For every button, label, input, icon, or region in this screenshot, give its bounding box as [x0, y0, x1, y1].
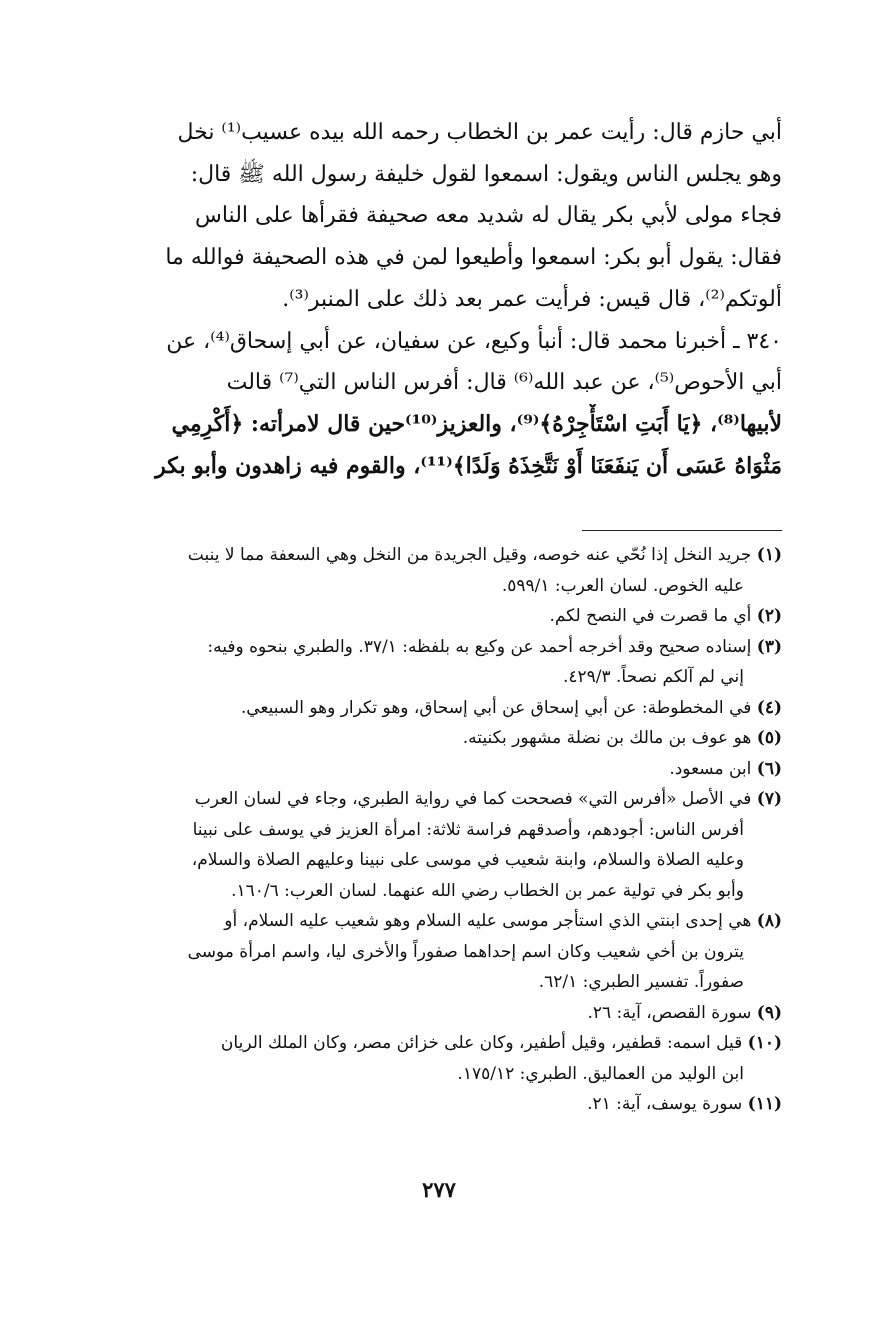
footnote — [82, 723, 782, 754]
footnote-text: في الأصل «أفرس التي» فصححت كما في رواية الطبري، وجاء في لسان العرب — [194, 789, 752, 809]
footnote-number: (٧) — [756, 789, 782, 809]
footnote — [82, 1028, 782, 1089]
footnote — [82, 754, 782, 785]
footnote-text: سورة يوسف، آية: ٢١. — [587, 1094, 743, 1114]
footnote-number: (٣) — [756, 636, 782, 657]
footnote-text: وأبو بكر في تولية عمر بن الخطاب رضي الله عنهما. لسان العرب: ١٦٠/٦. — [231, 880, 744, 901]
footnote-text: عليه الخوص. لسان العرب: ٥٩٩/١. — [501, 575, 744, 596]
footnote-number: (١١) — [747, 1094, 782, 1114]
footnote-text: ابن مسعود. — [669, 758, 752, 779]
footnote-text: أي ما قصرت في النصح لكم. — [549, 606, 752, 626]
footnote-text: هي إحدى ابنتي الذي استأجر موسى عليه السلام وهو شعيب عليه السلام، أو — [224, 911, 752, 931]
main-text — [82, 112, 782, 487]
page-body — [82, 112, 782, 1114]
footnote-text: وعليه الصلاة والسلام، وابنة شعيب في موسى على نبينا وعليهم الصلاة والسلام، — [191, 850, 744, 870]
footnotes — [82, 540, 782, 1120]
footnote-text: في المخطوطة: عن أبي إسحاق عن أبي إسحاق، وهو تكرار وهو السبيعي. — [240, 697, 752, 718]
footnote-text: هو عوف بن مالك بن نضلة مشهور بكنيته. — [462, 728, 752, 748]
footnote — [82, 693, 782, 724]
footnote-text: قيل اسمه: قطفير، وقيل أطفير، وكان على خزائن مصر، وكان الملك الريان — [220, 1033, 743, 1053]
footnote-number: (١٠) — [747, 1033, 782, 1053]
footnote-number: (١) — [756, 545, 782, 565]
footnote-text: صفوراً. تفسير الطبري: ٦٢/١. — [538, 972, 744, 992]
footnote-text: يترون بن أخي شعيب وكان اسم إحداهما صفوراً والأخرى ليا، واسم امرأة موسى — [187, 941, 744, 962]
footnote-number: (٤) — [756, 697, 782, 718]
main-line: وهو يجلس الناس ويقول: اسمعوا لقول خليفة رسول الله ﷺ قال: — [190, 161, 782, 187]
footnote-text: إسناده صحيح وقد أخرجه أحمد عن وكيع به بلفظه: ٣٧/١. والطبري بنحوه وفيه: — [207, 636, 752, 657]
footnote — [82, 540, 782, 601]
main-line: ٣٤٠ ـ أخبرنا محمد قال: أنبأ وكيع، عن سفيان، عن أبي إسحاق⁽⁴⁾، عن — [166, 328, 782, 354]
main-line: لأبيها⁽⁸⁾، ﴿يَا أَبَتِ اسْتَأْجِرْهُ﴾⁽⁹⁾، والعزيز⁽¹⁰⁾حين قال لامرأته: ﴿أَكْرِمِي — [171, 410, 782, 437]
footnote — [82, 998, 782, 1029]
footnote-number: (٦) — [756, 758, 782, 779]
footnote-text: جريد النخل إذا نُحّي عنه خوصه، وقيل الجريدة من النخل وهي السعفة مما لا ينبت — [187, 545, 752, 565]
main-line: فجاء مولى لأبي بكر يقال له شديد معه صحيفة فقرأها على الناس — [195, 203, 782, 229]
main-line: أبي الأحوص⁽⁵⁾، عن عبد الله⁽⁶⁾ قال: أفرس الناس التي⁽⁷⁾ قالت — [226, 370, 782, 396]
page-number: ٢٧٧ — [422, 1177, 456, 1202]
footnote-text: ابن الوليد من العماليق. الطبري: ١٧٥/١٢. — [457, 1063, 744, 1084]
footnote-text: سورة القصص، آية: ٢٦. — [587, 1002, 752, 1023]
footnote — [82, 906, 782, 998]
footnote-number: (٥) — [756, 728, 782, 748]
footnote-text: أفرس الناس: أجودهم، وأصدقهم فراسة ثلاثة: امرأة العزيز في يوسف على نبينا — [192, 819, 744, 840]
main-line: أبي حازم قال: رأيت عمر بن الخطاب رحمه الله بيده عسيب⁽¹⁾ نخل — [177, 120, 782, 145]
main-line: ألوتكم⁽²⁾، قال قيس: فرأيت عمر بعد ذلك على المنبر⁽³⁾. — [282, 286, 782, 312]
main-line: مَثْوَاهُ عَسَى أَن يَنفَعَنَا أَوْ نَتَّخِذَهُ وَلَدًا﴾⁽¹¹⁾، والقوم فيه زاهدون وأبو بكر — [155, 452, 782, 479]
footnote — [82, 784, 782, 906]
footnote-number: (٩) — [756, 1002, 782, 1023]
footnote-number: (٨) — [756, 911, 782, 931]
footnote — [82, 601, 782, 632]
main-line: فقال: يقول أبو بكر: اسمعوا وأطيعوا لمن في هذه الصحيفة فوالله ما — [165, 245, 782, 271]
footnote-text: إني لم آلكم نصحاً. ٤٢٩/٣. — [562, 667, 744, 687]
footnote — [82, 1089, 782, 1120]
footnote-divider — [582, 530, 782, 531]
footnote — [82, 632, 782, 693]
footnote-number: (٢) — [756, 606, 782, 626]
